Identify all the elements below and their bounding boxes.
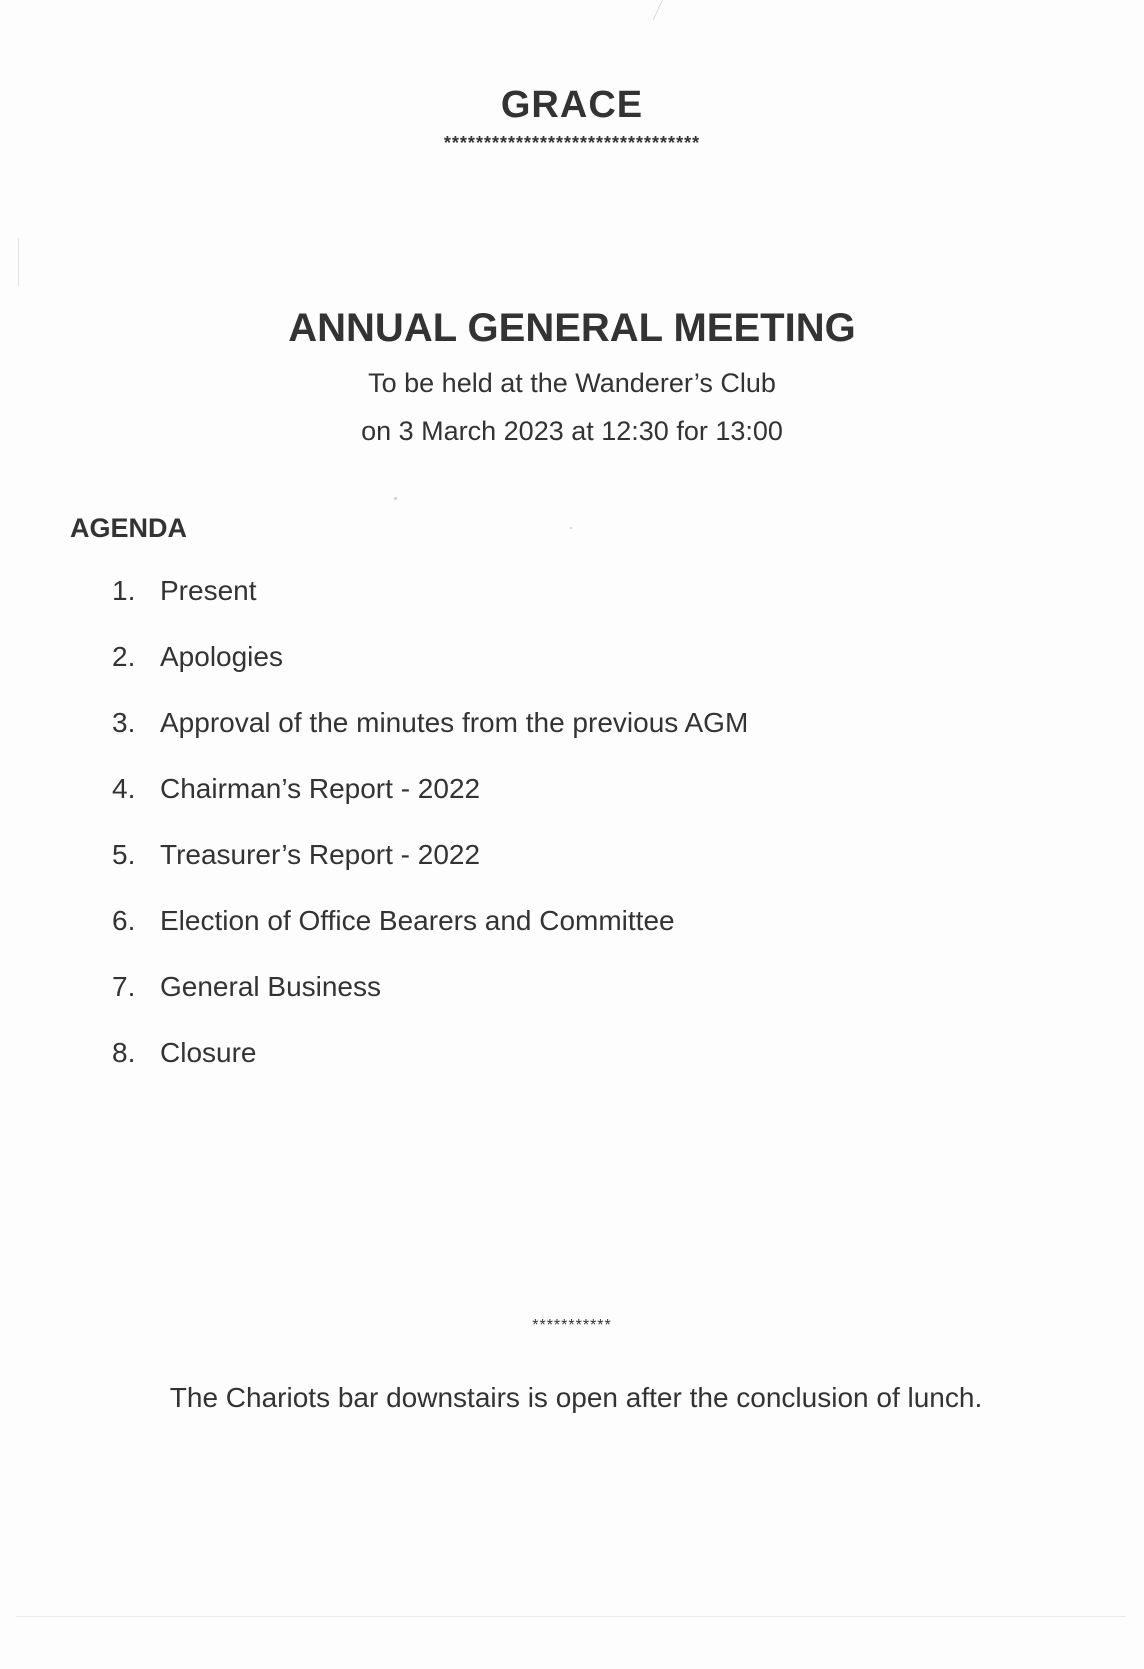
scan-speck (570, 527, 572, 529)
footer-divider: *********** (532, 1317, 612, 1334)
agenda-item-number: 7. (112, 971, 136, 1002)
agenda-item-number: 6. (112, 905, 136, 936)
agenda-item-text: General Business (160, 971, 382, 1002)
meeting-title: ANNUAL GENERAL MEETING (288, 306, 856, 350)
agenda-heading: AGENDA (70, 513, 188, 543)
agenda-item-text: Apologies (160, 641, 283, 672)
agenda-item (112, 707, 748, 773)
agenda-item-number: 8. (112, 1037, 136, 1068)
org-name: GRACE (500, 84, 644, 126)
meeting-datetime: on 3 March 2023 at 12:30 for 13:00 (361, 416, 783, 446)
agenda-item (112, 575, 748, 641)
header-divider: ******************************** (443, 133, 701, 153)
agenda-item (112, 839, 748, 905)
agenda-item-text: Treasurer’s Report - 2022 (160, 839, 481, 870)
agenda-item-text: Approval of the minutes from the previous AGM (160, 707, 749, 738)
agenda-item-text: Closure (160, 1037, 257, 1068)
agenda-item-number: 5. (112, 839, 136, 870)
scan-artifact-line (18, 238, 19, 286)
agenda-item-number: 2. (112, 641, 136, 672)
agenda-item (112, 905, 748, 971)
agenda-item-number: 3. (112, 707, 136, 738)
agenda-item (112, 1037, 748, 1103)
scan-speck (394, 497, 397, 500)
agenda-list (112, 575, 748, 1103)
agenda-item (112, 641, 748, 707)
agenda-item-number: 1. (112, 575, 136, 606)
agenda-item-text: Election of Office Bearers and Committee (160, 905, 675, 936)
meeting-venue: To be held at the Wanderer’s Club (368, 368, 776, 398)
footer-note: The Chariots bar downstairs is open after the conclusion of lunch. (169, 1382, 983, 1413)
agenda-item-text: Chairman’s Report - 2022 (160, 773, 481, 804)
agenda-item-text: Present (160, 575, 257, 606)
scan-artifact-line (653, 0, 663, 20)
agenda-item (112, 773, 748, 839)
agenda-item-number: 4. (112, 773, 136, 804)
scan-artifact-line (16, 1616, 1126, 1617)
agenda-item (112, 971, 748, 1037)
